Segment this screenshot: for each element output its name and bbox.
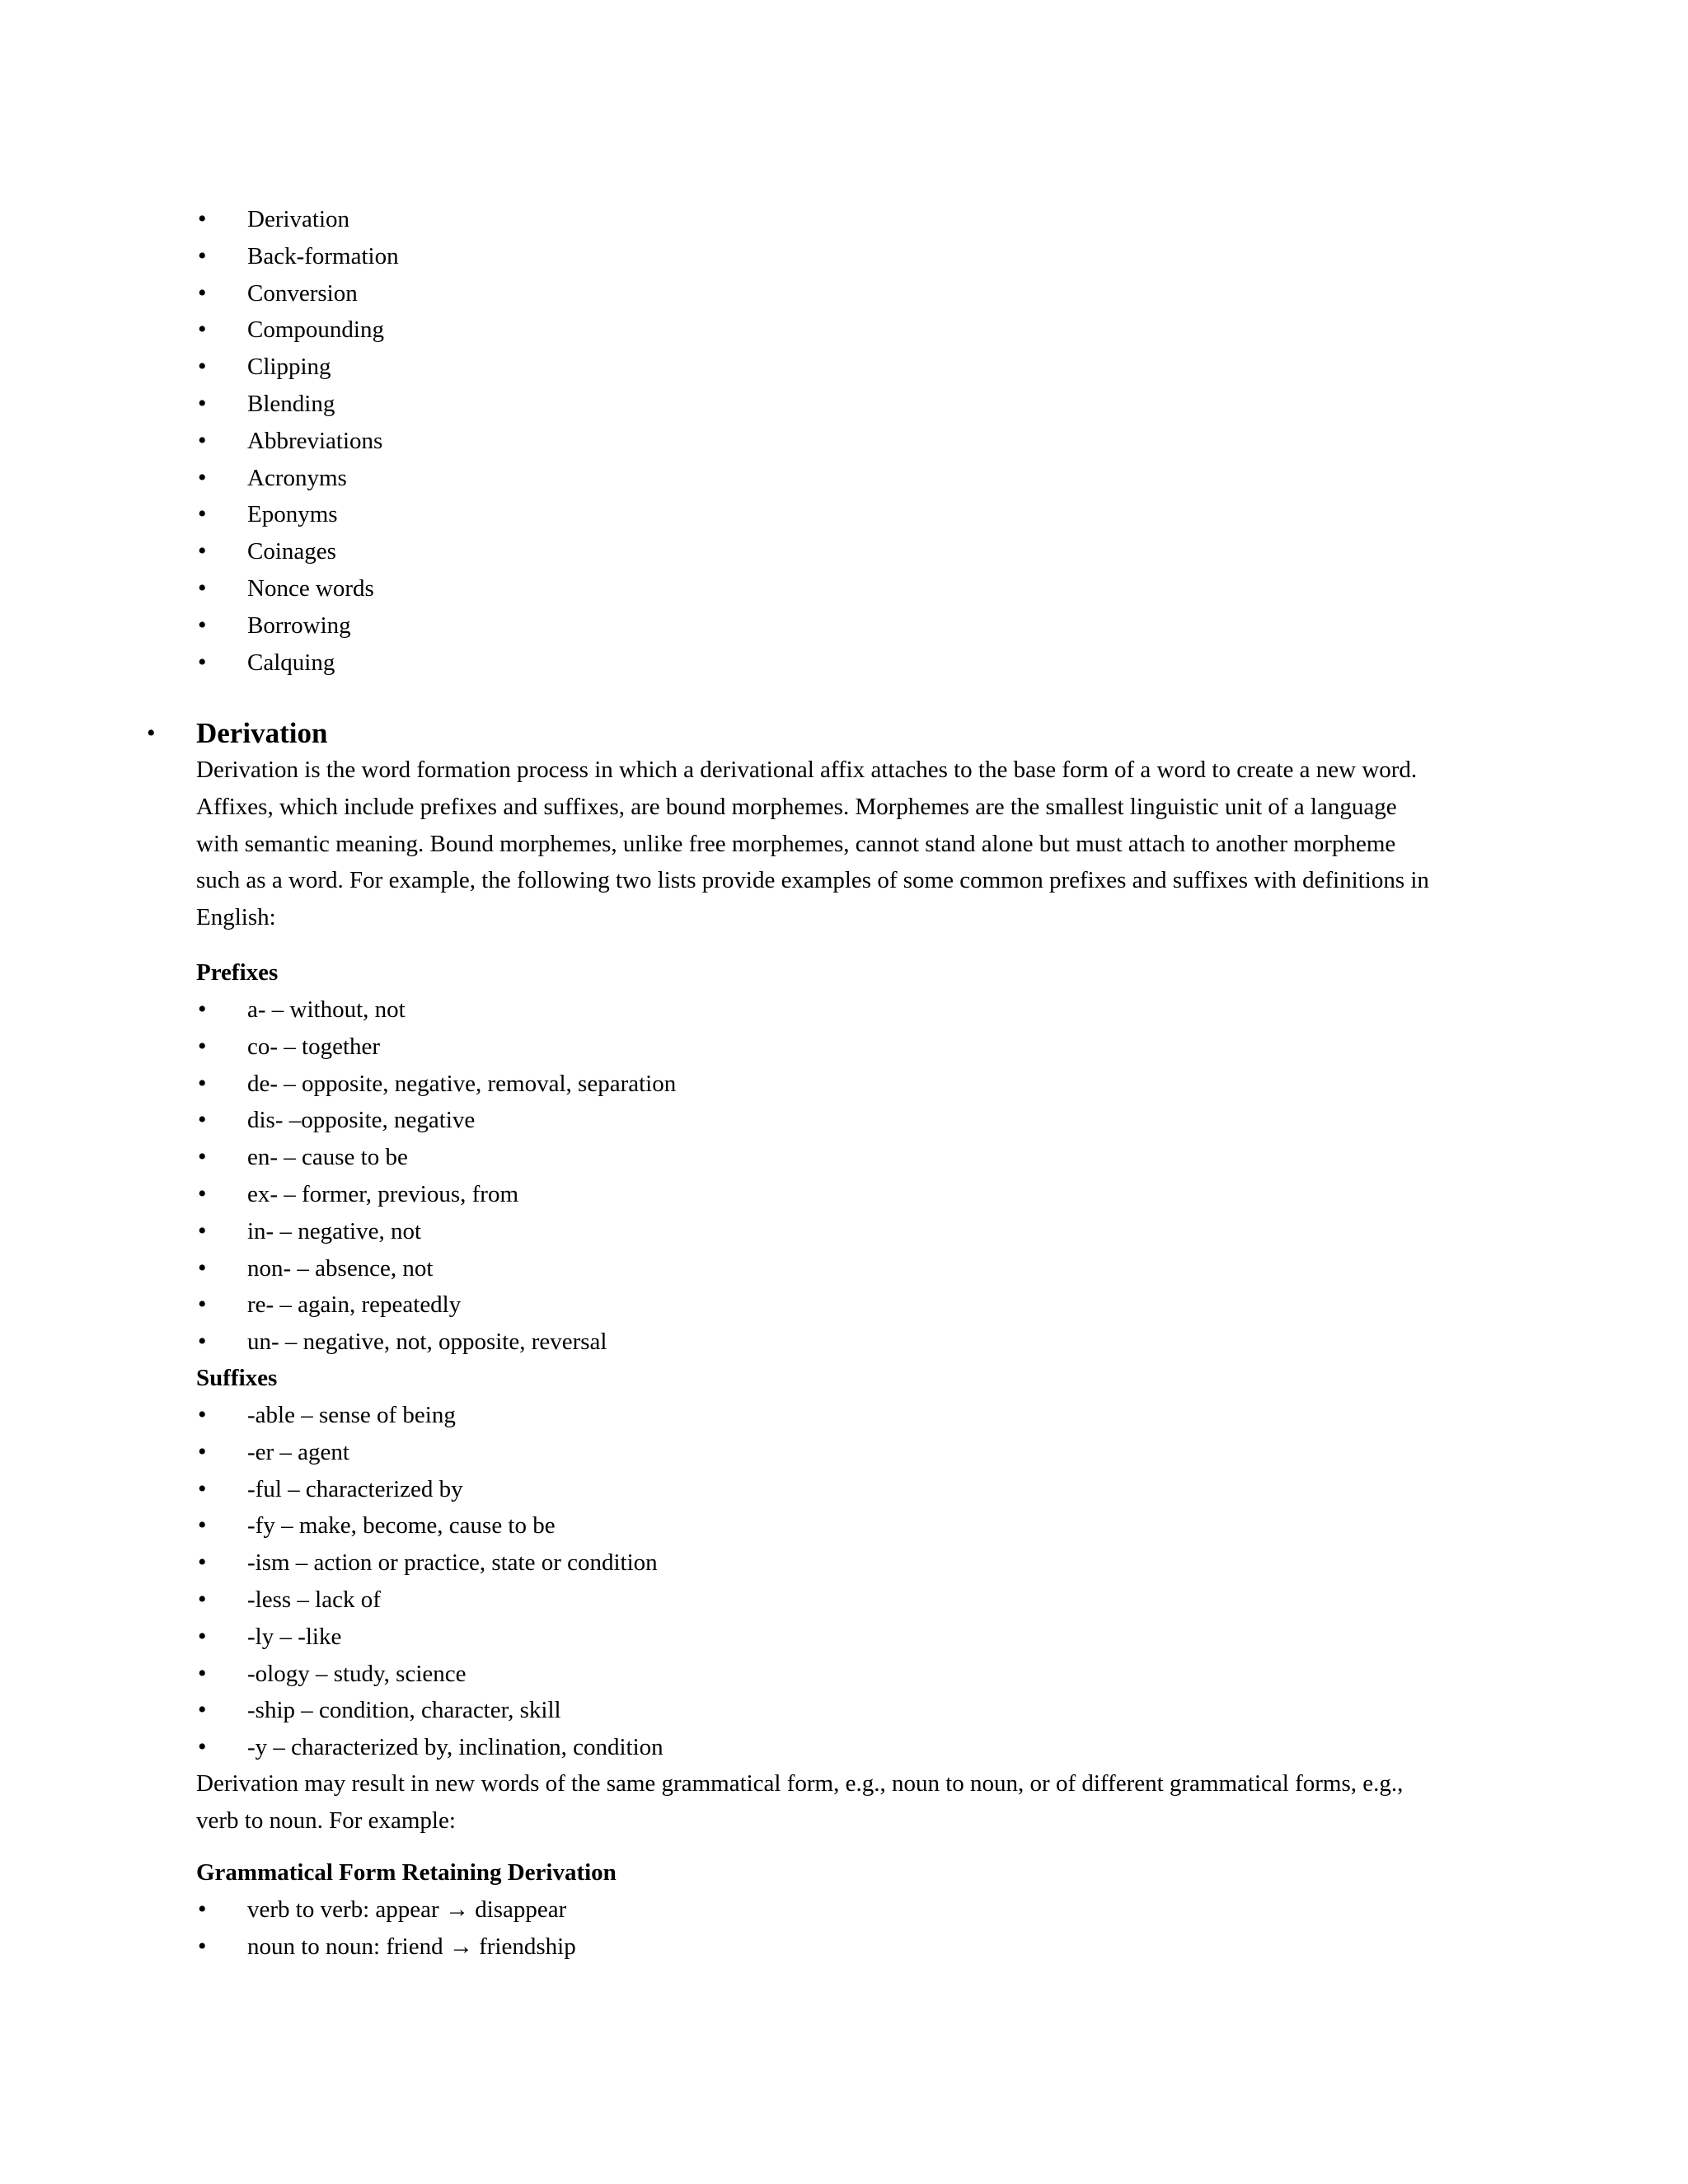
bullet-icon: • [147,719,156,747]
bullet-icon: • [198,1143,207,1171]
list-item: • Compounding [247,312,399,349]
bullet-icon: • [198,1254,207,1282]
bullet-icon: • [198,648,207,676]
derivation-paragraph [196,1765,1482,1840]
bullet-icon: • [198,1069,207,1097]
list-item: • -ology – study, science [247,1656,663,1693]
bullet-icon: • [198,279,207,307]
bullet-icon: • [198,1437,207,1465]
grammatical-heading: Grammatical Form Retaining Derivation [196,1859,617,1886]
bullet-icon: • [198,205,207,232]
paragraph-line: Derivation is the word formation process in which a derivational affix attaches to the base form of a word to create a new word. [196,757,1418,783]
bullet-icon: • [198,1659,207,1687]
list-item: • -fy – make, become, cause to be [247,1507,663,1544]
section-title: Derivation [196,717,328,749]
list-item: • un- – negative, not, opposite, reversal [247,1324,676,1361]
suffixes-heading: Suffixes [196,1365,278,1391]
bullet-icon: • [198,1474,207,1502]
list-item: • -y – characterized by, inclination, condition [247,1729,663,1766]
bullet-icon: • [198,1291,207,1319]
list-item: • re- – again, repeatedly [247,1286,676,1324]
bullet-icon: • [198,1696,207,1724]
list-item: • -ful – characterized by [247,1471,663,1508]
paragraph-line: English: [196,904,276,931]
list-item: • Borrowing [247,607,399,644]
bullet-icon: • [198,1896,207,1923]
paragraph-line: Derivation may result in new words of the same grammatical form, e.g., noun to noun, or of different grammatical forms, e.g., [196,1770,1404,1797]
bullet-icon: • [198,241,207,269]
bullet-icon: • [198,1932,207,1960]
list-item: • co- – together [247,1029,676,1066]
bullet-icon: • [198,1401,207,1428]
paragraph-line: verb to noun. For example: [196,1807,456,1834]
paragraph-line: Affixes, which include prefixes and suffixes, are bound morphemes. Morphemes are the smallest linguistic unit of a language [196,793,1397,820]
bullet-icon: • [198,389,207,417]
list-item: • Calquing [247,644,399,682]
list-item: • non- – absence, not [247,1250,676,1287]
list-item: • -ism – action or practice, state or condition [247,1544,663,1582]
list-item: • Conversion [247,275,399,312]
bullet-icon: • [198,1216,207,1244]
list-item: • -ship – condition, character, skill [247,1692,663,1729]
paragraph-line: such as a word. For example, the following two lists provide examples of some common prefixes and suffixes with definitions in [196,867,1429,894]
bullet-icon: • [198,1106,207,1134]
list-item: • en- – cause to be [247,1139,676,1176]
list-item: • Clipping [247,349,399,386]
list-item: • Acronyms [247,460,399,497]
bullet-icon: • [198,574,207,602]
grammatical-list [198,1891,576,1966]
list-item: • Coinages [247,533,399,570]
list-item: • verb to verb: appear → disappear [247,1891,576,1929]
bullet-icon: • [198,1511,207,1540]
bullet-icon: • [198,426,207,454]
list-item: • dis- –opposite, negative [247,1102,676,1139]
list-item: • in- – negative, not [247,1213,676,1250]
bullet-icon: • [198,1622,207,1650]
list-item: • a- – without, not [247,991,676,1029]
prefixes-list [198,991,677,1361]
bullet-icon: • [198,500,207,528]
suffixes-list [198,1397,663,1766]
paragraph-line: with semantic meaning. Bound morphemes, unlike free morphemes, cannot stand alone but must attach to another morpheme [196,830,1396,857]
prefixes-heading: Prefixes [196,959,279,986]
bullet-icon: • [198,1549,207,1577]
list-item: • de- – opposite, negative, removal, separation [247,1066,676,1103]
list-item: • ex- – former, previous, from [247,1176,676,1213]
list-item: • -er – agent [247,1434,663,1471]
bullet-icon: • [198,1585,207,1613]
list-item: • Eponyms [247,496,399,533]
list-item: • -less – lack of [247,1582,663,1619]
section-heading [147,714,328,753]
bullet-icon: • [198,316,207,344]
intro-paragraph [196,752,1482,936]
bullet-icon: • [198,353,207,381]
list-item: • noun to noun: friend → friendship [247,1929,576,1966]
list-item: • -able – sense of being [247,1397,663,1434]
list-item: • Derivation [247,201,399,238]
list-item: • -ly – -like [247,1619,663,1656]
bullet-icon: • [198,1328,207,1356]
bullet-icon: • [198,1733,207,1761]
bullet-icon: • [198,1032,207,1060]
bullet-icon: • [198,463,207,491]
list-item: • Back-formation [247,238,399,275]
bullet-icon: • [198,611,207,639]
list-item: • Abbreviations [247,423,399,460]
word-formation-list [198,201,399,681]
bullet-icon: • [198,537,207,565]
bullet-icon: • [198,996,207,1023]
list-item: • Blending [247,386,399,423]
list-item: • Nonce words [247,570,399,607]
bullet-icon: • [198,1179,207,1207]
